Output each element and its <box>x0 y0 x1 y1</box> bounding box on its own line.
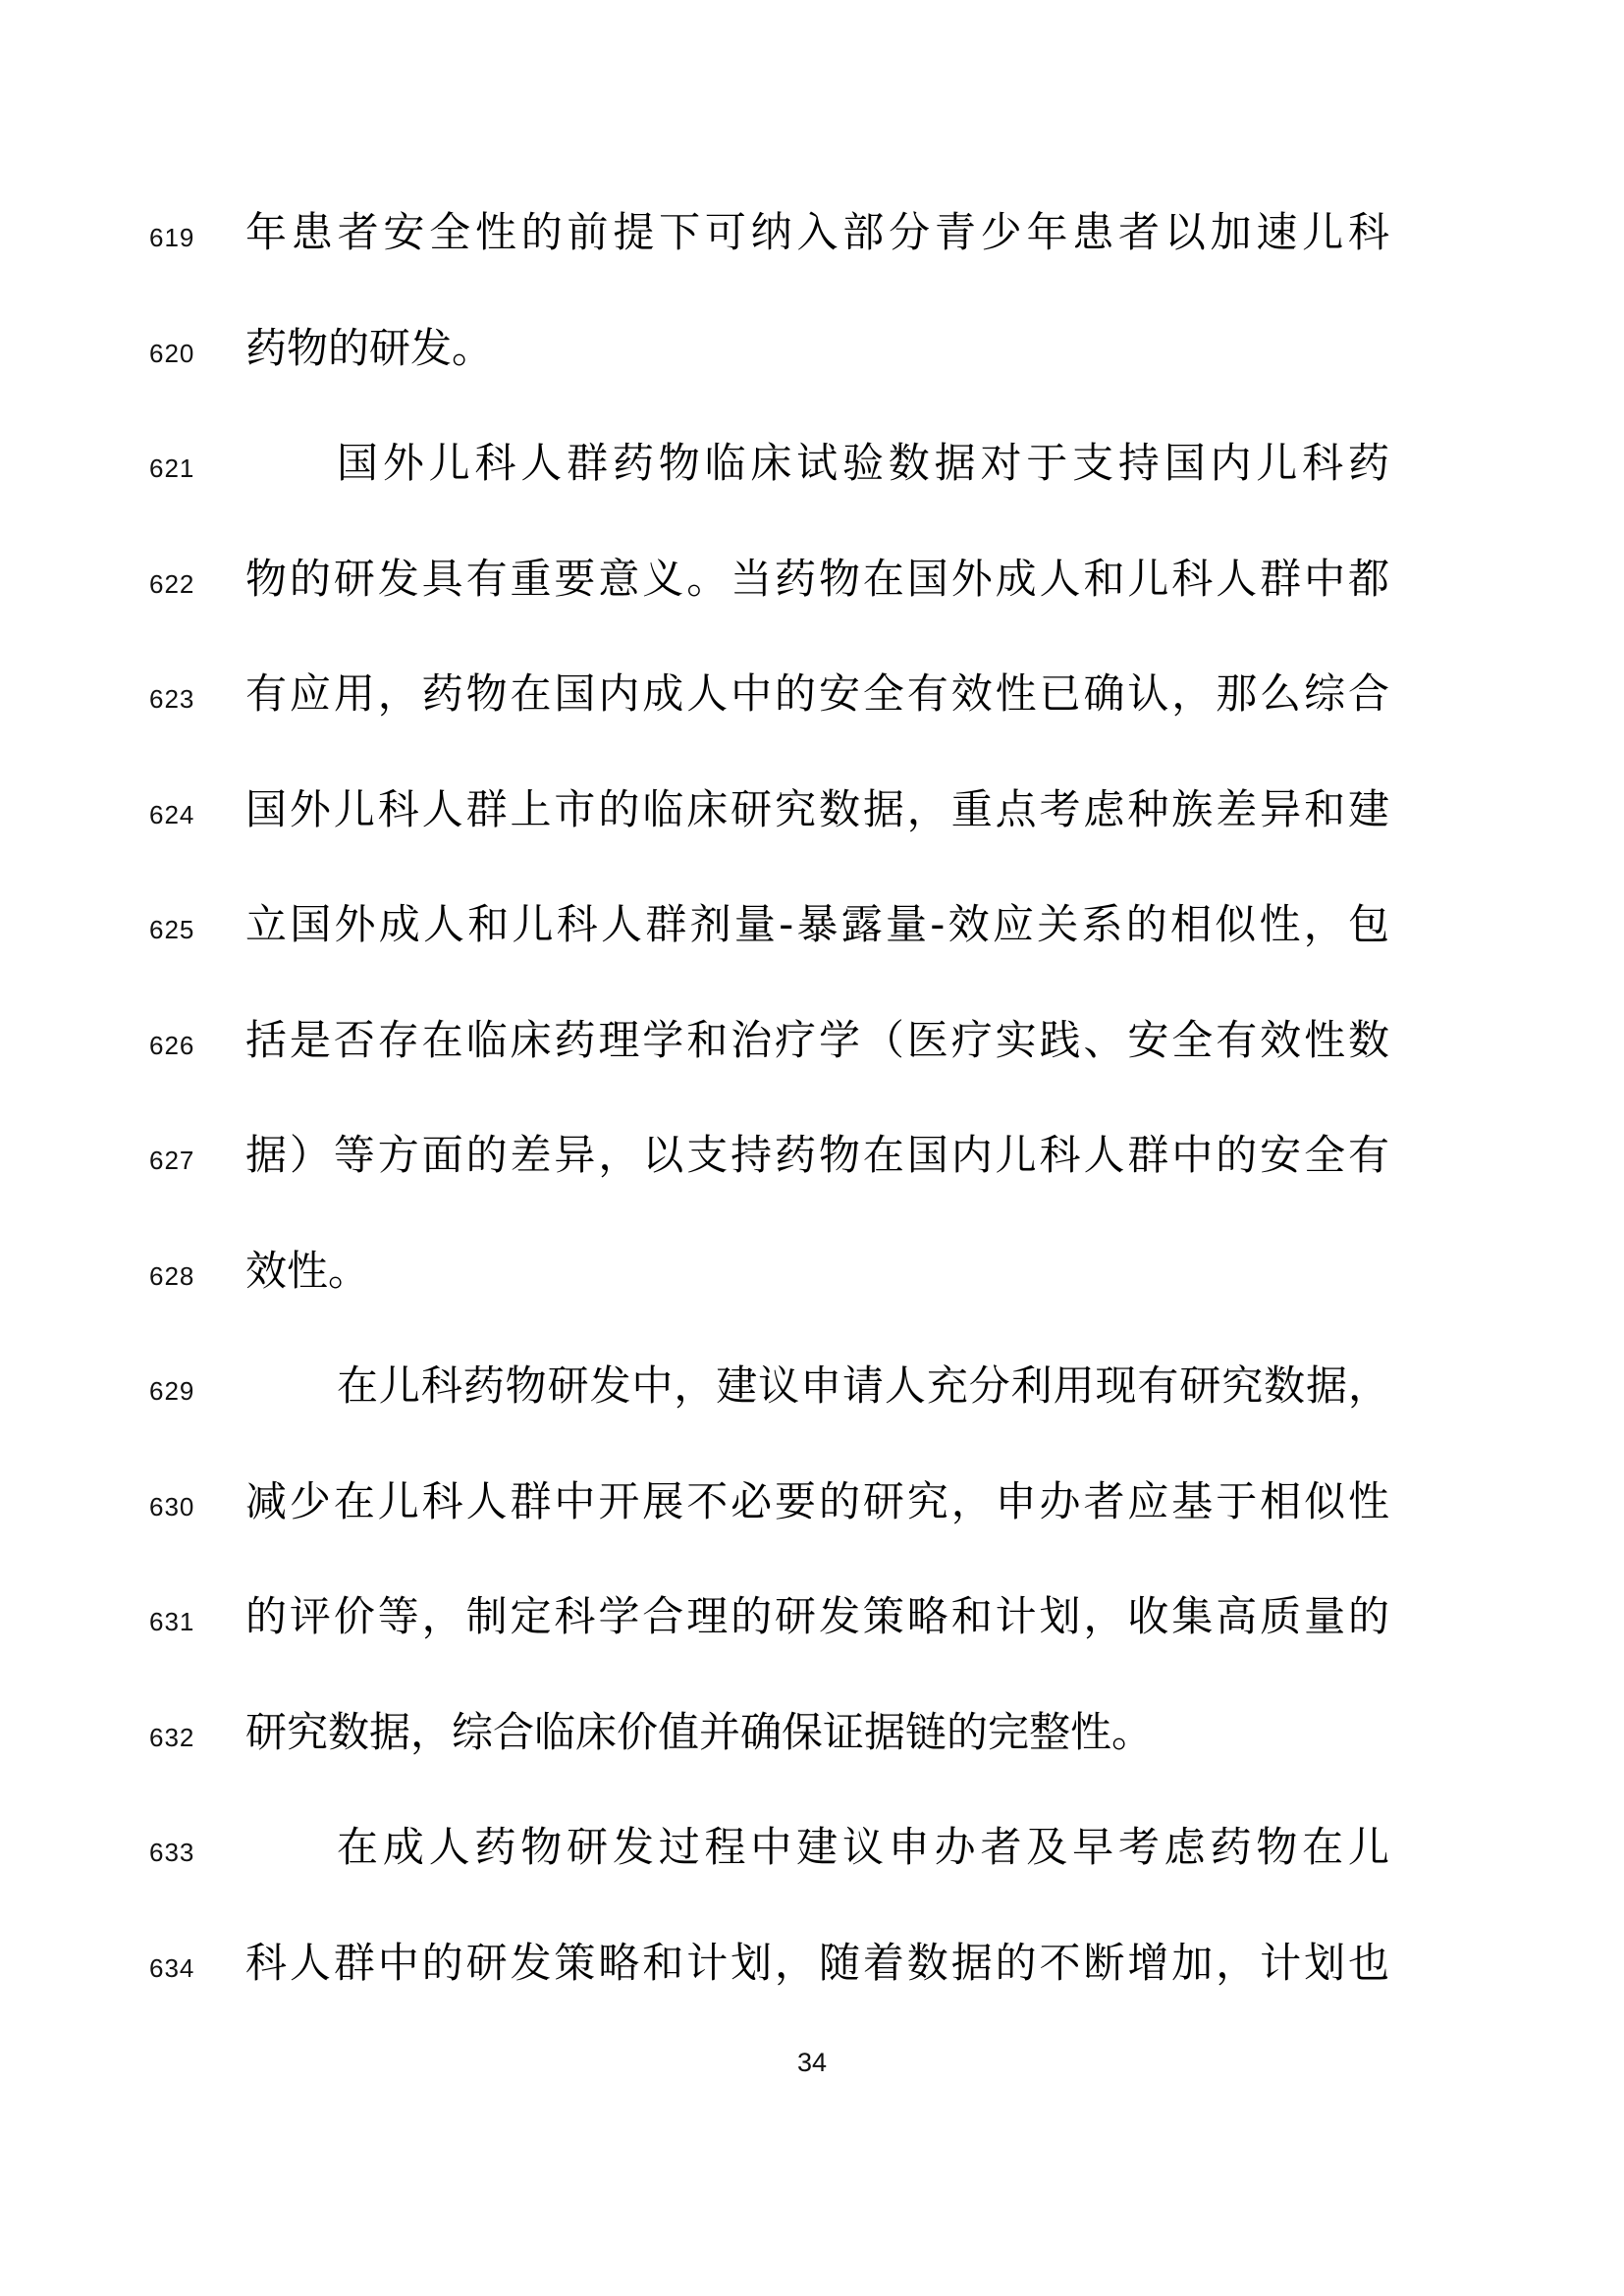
line-text: 药物的研发。 <box>245 323 494 372</box>
line-number: 627 <box>149 1146 195 1175</box>
line-number: 628 <box>149 1260 195 1291</box>
text-line <box>0 521 1624 637</box>
line-number: 623 <box>149 684 195 714</box>
line-text: 年患者安全性的前提下可纳入部分青少年患者以加速儿科 <box>245 208 1389 256</box>
text-line <box>0 1905 1624 2021</box>
line-number: 631 <box>149 1607 195 1636</box>
line-text: 科人群中的研发策略和计划，随着数据的不断增加，计划也 <box>245 1938 1389 1987</box>
text-line <box>0 175 1624 291</box>
line-text: 物的研发具有重要意义。当药物在国外成人和儿科人群中都 <box>245 554 1389 603</box>
line-text: 有应用，药物在国内成人中的安全有效性已确认，那么综合 <box>245 669 1389 718</box>
line-text: 据）等方面的差异，以支持药物在国内儿科人群中的安全有 <box>245 1131 1389 1179</box>
text-line <box>0 1097 1624 1213</box>
text-line <box>0 636 1624 752</box>
line-number: 624 <box>149 799 195 829</box>
line-text: 括是否存在临床药理学和治疗学（医疗实践、安全有效性数 <box>245 1015 1389 1064</box>
line-text: 在儿科药物研发中，建议申请人充分利用现有研究数据， <box>337 1362 1389 1410</box>
line-number: 632 <box>149 1722 195 1752</box>
line-text: 立国外成人和儿科人群剂量-暴露量-效应关系的相似性，包 <box>245 900 1389 948</box>
text-line <box>0 1675 1624 1790</box>
text-line <box>0 752 1624 868</box>
text-line <box>0 1789 1624 1905</box>
text-line <box>0 1559 1624 1675</box>
page-number-footer: 34 <box>796 2048 828 2077</box>
line-number: 621 <box>149 454 195 483</box>
line-text: 的评价等，制定科学合理的研发策略和计划，收集高质量的 <box>245 1592 1389 1640</box>
line-number: 625 <box>149 915 195 944</box>
line-text: 在成人药物研发过程中建议申办者及早考虑药物在儿 <box>337 1823 1389 1871</box>
line-number: 626 <box>149 1030 195 1060</box>
line-text: 国外儿科人群药物临床试验数据对于支持国内儿科药 <box>337 439 1389 487</box>
text-line <box>0 1213 1624 1329</box>
line-number: 634 <box>149 1952 195 1983</box>
line-number: 629 <box>149 1376 195 1406</box>
text-line <box>0 291 1624 406</box>
line-number: 622 <box>149 568 195 599</box>
text-line <box>0 1444 1624 1560</box>
line-number: 620 <box>149 338 195 368</box>
line-number: 630 <box>149 1491 195 1522</box>
line-text: 研究数据，综合临床价值并确保证据链的完整性。 <box>245 1707 1154 1756</box>
line-text: 效性。 <box>245 1246 370 1295</box>
text-line <box>0 867 1624 983</box>
line-text: 国外儿科人群上市的临床研究数据，重点考虑种族差异和建 <box>245 784 1389 833</box>
line-number: 633 <box>149 1838 195 1867</box>
text-line <box>0 405 1624 521</box>
line-text: 减少在儿科人群中开展不必要的研究，申办者应基于相似性 <box>245 1476 1389 1525</box>
text-body <box>0 175 1624 2020</box>
text-line <box>0 1328 1624 1444</box>
line-number: 619 <box>149 223 195 252</box>
text-line <box>0 983 1624 1098</box>
